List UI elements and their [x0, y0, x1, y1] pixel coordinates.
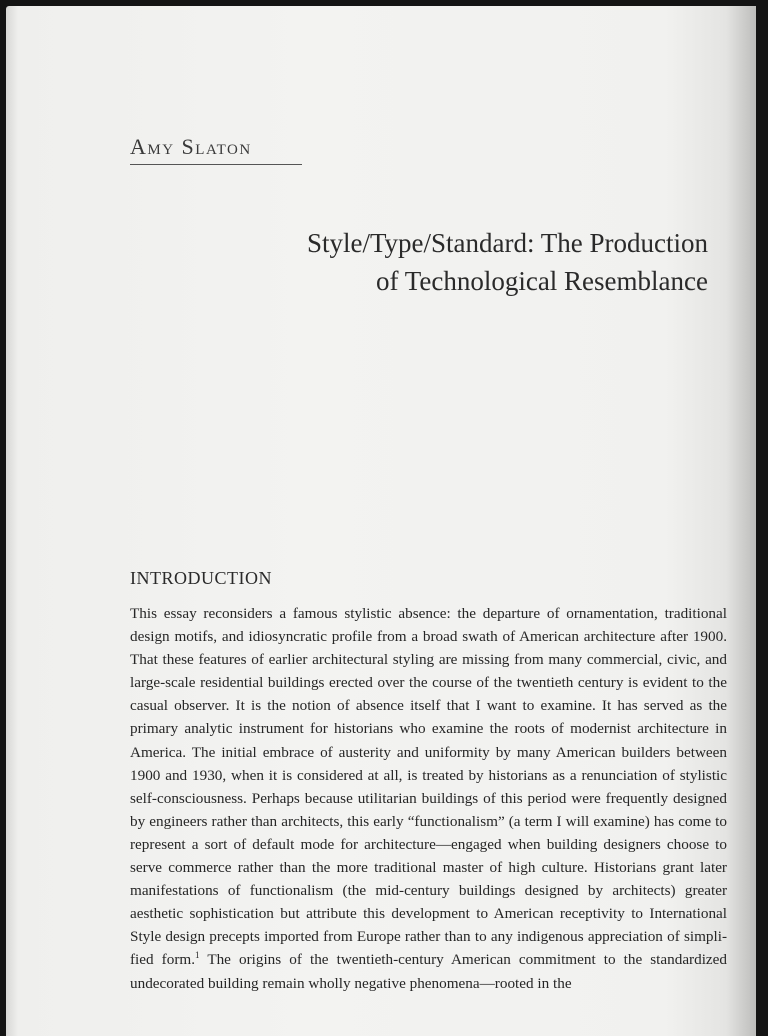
paragraph-text-2: The origins of the twentieth-century American commitment to the standardized undecorated building remain wholly negative phenomena—rooted in the: [130, 951, 728, 992]
paragraph: [130, 602, 727, 995]
body-text: [130, 602, 727, 995]
chapter-title-line-1: Style/Type/Standard: The Production: [306, 228, 708, 258]
chapter-title: [148, 224, 708, 300]
author-underline: [130, 164, 302, 165]
author-name: Amy Slaton: [130, 134, 252, 159]
footnote-marker[interactable]: 1: [195, 950, 200, 961]
chapter-title-line-2: of Technological Resemblance: [376, 266, 708, 296]
paragraph-text-1: This essay reconsiders a famous stylistic absence: the departure of ornamentation, traditional design motifs, and idiosyncratic profile from a broad swath of American architecture after 1900. That these features of earlier architectural styling are missing from many commercial, civic, and large-scale residential buildings erected over the course of the twentieth century is evident to the casual observer. It is the notion of absence itself that I want to examine. It has served as the primary analytic instrument for historians who examine the roots of modernist architecture in America. The initial embrace of austerity and uniformity by many American builders between 1900 and 1930, when it is considered at all, is treated by historians as a renunciation of stylistic self-consciousness. Perhaps because utilitarian buildings of this period were frequently designed by engineers rather than architects, this early “functionalism” (a term I will examine) has come to represent a sort of default mode for architecture—engaged when building designers choose to serve commerce rather than the more traditional master of high culture. Historians grant later manifestations of functionalism (the mid-century buildings designed by architects) greater aesthetic sophistication but attribute this development to American receptivity to International Style design precepts imported from Europe rather than to any indigenous appreciation of simplified form.: [130, 605, 727, 969]
section-heading: INTRODUCTION: [130, 568, 272, 588]
book-page: [6, 6, 756, 1036]
